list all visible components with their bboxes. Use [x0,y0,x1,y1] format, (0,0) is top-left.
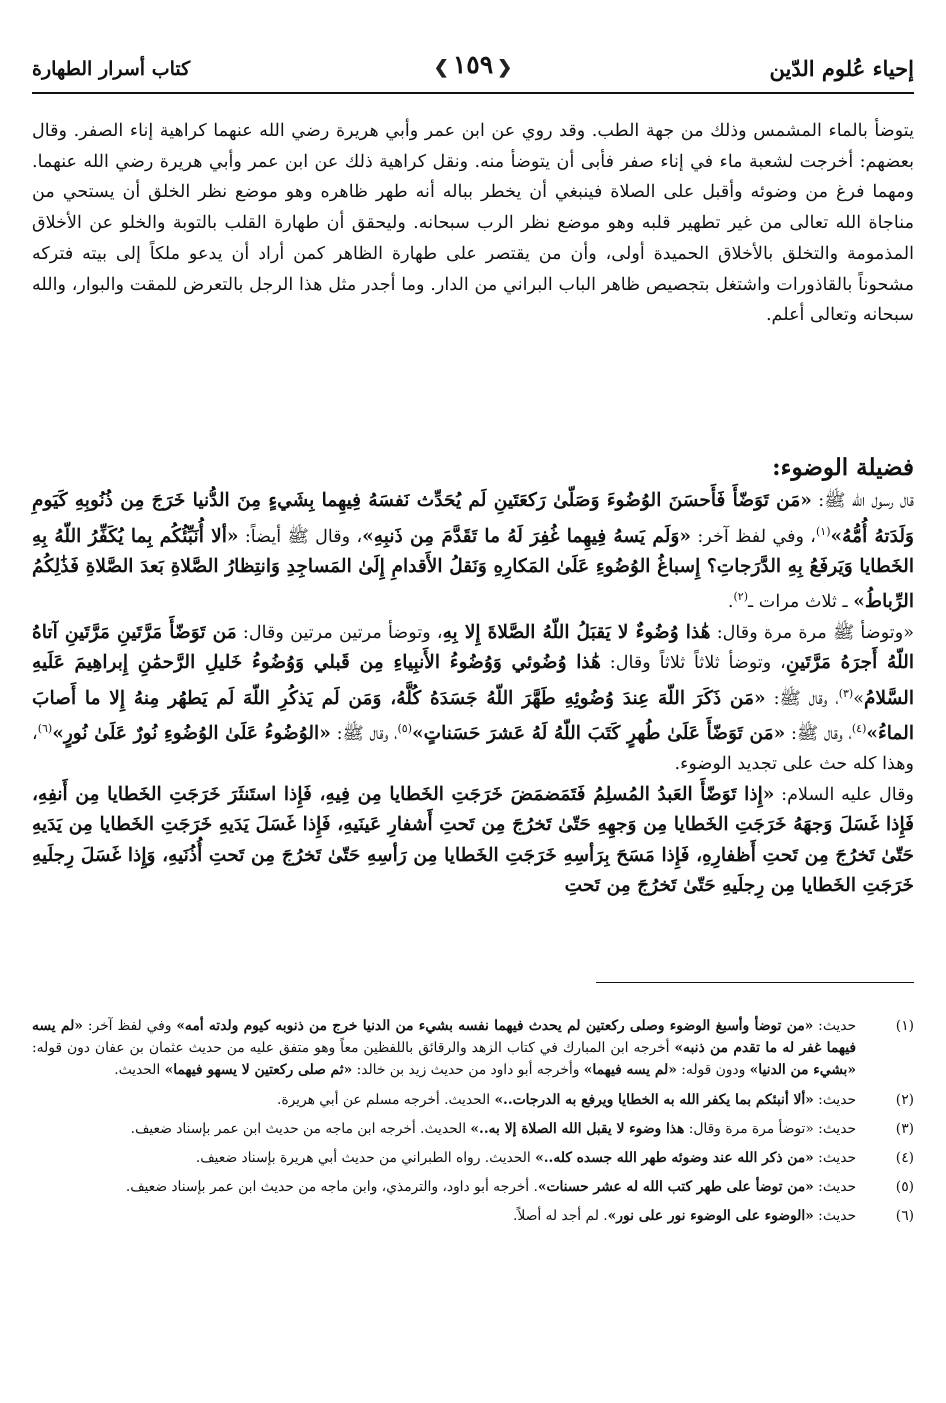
text-run: ، وقال ﷺ: [785,723,852,744]
text-run: ، وقال ﷺ أيضاً: [238,526,363,547]
footnote-ref[interactable]: (١) [816,524,831,538]
footnote-item [32,1118,914,1140]
footnote-quote: «الوضوء على الوضوء نور على نور» [607,1208,814,1225]
text-run: وأخرجه أبو داود من حديث زيد بن خالد: [352,1062,584,1079]
hadith-paragraph-1 [32,486,914,618]
footnote-number: (٦) [895,1208,914,1225]
intro-section [32,116,914,331]
text-run: ـ ثلاث مرات ـ [748,592,854,613]
footnote-number: (٤) [895,1150,914,1167]
hadith-quote: هَٰذا وُضُوئي وَوُضُوءُ الأَنبِياءِ مِن قَبلي وَوُضُوءُ خَليلِ الرَّحمَٰنِ إِبراهِيمَ عَلَيهِ السَّلامُ [32,652,914,709]
footnote-ref[interactable]: (٢) [733,590,749,604]
text-run: «وتوضأ ﷺ مرة مرة وقال: [710,622,914,643]
page-header [32,48,914,94]
footnote-quote: «ألا أنبئكم بما يكفر الله به الخطايا ويرفع به الدرجات..» [494,1091,814,1108]
hadith-quote: «الوُضُوءُ عَلَىٰ الوُضُوءِ نُورٌ عَلَىٰ نُورٍ» [52,722,331,744]
hadith-quote: «مَن ذَكَرَ اللّهَ عِندَ وُضُوئِهِ طَهَّرَ اللّهُ جَسَدَهُ كُلَّهُ، وَمَن لَم يَذكُرِ اللّهَ لَم يَطهُر مِنهُ إِلا ما أَصابَ الماءُ» [32,687,914,744]
text-run: وفي لفظ آخر: [82,1018,177,1034]
hadith-quote: «مَن تَوَضّأَ فَأَحسَنَ الوُضُوءَ وَصَلّىٰ رَكعَتَينِ لَم يُحَدِّث نَفسَهُ فِيهِما بِشَيءٍ مِنَ الدُّنيا خَرَجَ مِن ذُنُوبِهِ كَيَومِ وَلَدَتهُ أُمُّهُ» [32,490,914,547]
footnote-quote: هذا وضوء لا يقبل الله الصلاة إلا به..» [470,1120,685,1137]
book-title: إحياء عُلوم الدّين [769,56,914,81]
footnote-divider [596,982,914,983]
text-run: الحديث. أخرجه مسلم عن أبي هريرة. [276,1091,495,1108]
chapter-title: كتاب أسرار الطهارة [32,58,191,80]
text-run: الحديث. رواه الطبراني من حديث أبي هريرة بإسناد ضعيف. [195,1150,536,1167]
hadith-paragraph-3 [32,780,914,902]
footnote-quote: «ثم صلى ركعتين لا يسهو فيهما» [164,1062,353,1079]
hadith-quote: «إِذا تَوَضّأَ العَبدُ المُسلِمُ فَتَمَضمَضَ خَرَجَتِ الخَطايا مِن فِيهِ، فَإِذا استَنثَرَ خَرَجَتِ الخَطايا مِن أَنفِهِ، فَإِذا غَسَلَ وَجهَهُ خَرَجَتِ الخَطايا مِن وَجهِهِ حَتّىٰ تَخرُجَ مِن تَحتِ أَشفارِ عَينَيهِ، فَإِذا غَسَلَ يَدَيهِ خَرَجَتِ الخَطايا مِن يَدَيهِ حَتّىٰ تَخرُجَ مِن تَحتِ أَظفارِهِ، فَإِذا مَسَحَ بِرَأسِهِ خَرَجَتِ الخَطايا مِن رَأسِهِ حَتّىٰ تَخرُجَ مِن تَحتِ أُذُنَيهِ، وَإِذا غَسَلَ رِجلَيهِ خَرَجَتِ الخَطايا مِن رِجلَيهِ حَتّىٰ تَخرُجَ مِن تَحتِ [32,783,914,897]
text-run: حديث: [813,1150,856,1167]
footnote-quote: «بشيء من الدنيا» [749,1062,856,1079]
footnote-quote: «لم يسه فيهما» [583,1062,677,1079]
text-run: قال رسول الله ﷺ: [811,491,915,511]
text-run: ، وتوضأ مرتين مرتين وقال: [236,622,443,643]
text-run: ودون قوله: [676,1062,750,1079]
text-run: . لم أجد له أصلاً. [512,1208,608,1225]
hadith-quote: «ألا أُنَبِّئُكُم بِما يُكَفِّرُ اللّهُ بِهِ الخَطايا وَيَرفَعُ بِهِ الدَّرَجاتِ؟ إِسباغُ الوُضُوءِ عَلَىٰ المَكارِهِ وَنَقلُ الأَقدامِ إِلَىٰ المَساجِدِ وَانتِظارُ الصَّلاةِ بَعدَ الصَّلاةِ فَذَٰلِكُمُ الرِّباطُ» [32,525,914,613]
footnote-ref[interactable]: (٣) [838,686,854,700]
footnote-number: (٥) [895,1179,914,1196]
text-run: الحديث. [114,1062,165,1079]
footnote-item [32,1089,914,1111]
text-run: حديث: [813,1179,856,1196]
text-run: ، وهذا كله حث على تجديد الوضوء. [32,723,914,775]
hadith-quote: هَٰذا وُضُوءٌ لا يَقبَلُ اللّهُ الصَّلاةَ إِلا بِهِ [442,621,711,643]
footnote-item [32,1205,914,1227]
footnote-item [32,1015,914,1082]
text-run: ، وفي لفظ آخر: [691,526,816,547]
footnote-item [32,1147,914,1169]
footnotes [32,1015,914,1235]
text-run: حديث: [813,1091,856,1108]
hadith-paragraph-2 [32,618,914,780]
footnote-number: (١) [895,1018,914,1034]
text-run: الحديث. أخرجه ابن ماجه من حديث ابن عمر بإسناد ضعيف. [130,1120,471,1137]
footnote-number: (٢) [895,1091,914,1108]
ornament-right-icon: ❯ [497,57,513,78]
text-run: حديث: [813,1018,856,1034]
text-run: ، وتوضأ ثلاثاً ثلاثاً وقال: [600,653,786,674]
footnote-number: (٣) [895,1120,914,1137]
hadith-section [32,486,914,902]
footnote-ref[interactable]: (٥) [397,722,412,736]
ornament-left-icon: ❮ [433,57,449,78]
hadith-quote: «وَلَم يَسهُ فِيهِما غُفِرَ لَهُ ما تَقَدَّمَ مِن ذَنبِهِ» [362,525,692,547]
text-run: . أخرجه أبو داود، والترمذي، وابن ماجه من حديث ابن عمر بإسناد ضعيف. [125,1179,538,1196]
text-run: حديث: «توضأ مرة مرة وقال: [684,1120,856,1137]
hadith-quote: مَن تَوَضّأَ مَرَّتَينِ مَرَّتَينِ آتاهُ اللّهُ أَجرَهُ مَرَّتَينِ [32,621,914,674]
footnote-quote: «من توضأ وأسبغ الوضوء وصلى ركعتين لم يحدث فيهما نفسه بشيء من الدنيا خرج من ذنوبه كيوم ولدته أمه» [176,1018,814,1034]
text-run: ، وقال ﷺ: [330,723,398,744]
footnote-quote: «لم يسه فيهما غفر له ما تقدم من ذنبه» [32,1018,856,1057]
page-number: ١٥٩ [452,50,494,79]
text-run: حديث: [813,1208,856,1225]
footnote-quote: «من توضأ على طهر كتب الله له عشر حسنات» [537,1179,814,1196]
footnote-item [32,1176,914,1198]
footnote-quote: «من ذكر الله عند وضوئه طهر الله جسده كله..» [535,1150,814,1167]
intro-paragraph: يتوضأ بالماء المشمس وذلك من جهة الطب. وقد روي عن ابن عمر وأبي هريرة رضي الله عنهما كراهية إناء الصفر. وقال بعضهم: أخرجت لشعبة ماء في إناء صفر فأبى أن يتوضأ منه. ونقل كراهية ذلك عن ابن عمر وأبي هريرة رضي الله عنهما. ومهما فرغ من وضوئه وأقبل على الصلاة فينبغي أن يخطر بباله أنه طهر ظاهره وهو موضع نظر الخلق أن يستحي من مناجاة الله تعالى من غير تطهير قلبه وهو موضع نظر الرب سبحانه. وليحقق أن طهارة القلب بالتوبة والخلو عن الأخلاق المذمومة والتخلق بالأخلاق الحميدة أولى، وأن من يقتصر على طهارة الظاهر كمن أراد أن يدعو ملكاً إلى بيته فتركه مشحوناً بالقاذورات واشتغل بتجصيص ظاهر الباب البراني من الدار. وما أجدر مثل هذا الرجل بالتعرض للمقت والبوار، والله سبحانه وتعالى أعلم. [32,121,914,326]
text-run: أخرجه ابن المبارك في كتاب الزهد والرقائق باللفظين معاً وهو متفق عليه من حديث عثمان بن عفان دون قوله: [32,1040,675,1057]
section-title: فضيلة الوضوء: [772,454,914,481]
hadith-quote: «مَن تَوَضّأَ عَلَىٰ طُهرٍ كَتَبَ اللّهُ لَهُ عَشرَ حَسَناتٍ» [411,722,786,744]
text-run: وقال عليه السلام: [774,784,915,805]
text-run: . [727,592,734,613]
footnote-ref[interactable]: (٤) [851,722,867,736]
text-run: ، وقال ﷺ: [765,688,839,709]
text-run: » [853,688,864,709]
footnote-ref[interactable]: (٦) [37,722,53,736]
